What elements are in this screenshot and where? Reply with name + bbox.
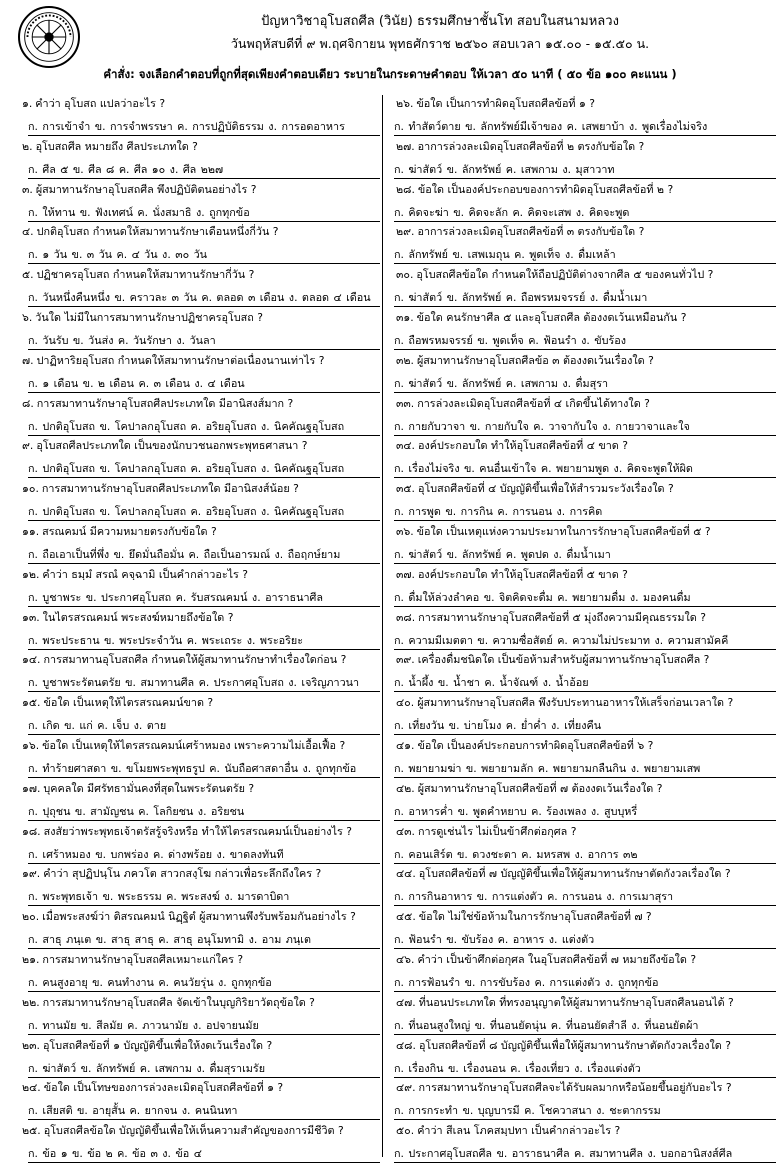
question-item (8, 139, 380, 182)
question-text: ที่นอนประเภทใด ที่ทรงอนุญาตให้ผู้สมาทานรักษาอุโบสถศีลนอนได้ ? (418, 995, 734, 1009)
answer-choices: ก. ฆ่าสัตว์ ข. ลักทรัพย์ ค. เสพกาม ง. ดื่มสุราเมรัย (28, 1055, 380, 1078)
question-text: สรณคมน์ มีความหมายตรงกับข้อใด ? (42, 524, 217, 538)
question-text: ผู้สมาทานรักษาอุโบสถศีลข้อที่ ๗ ต้องงดเว้นเรื่องใด ? (417, 781, 663, 795)
question-number: ๒๕. (22, 1124, 41, 1138)
question-text: อุโบสถศีลประเภทใด เป็นของนักบวชนอกพระพุทธศาสนา ? (36, 439, 308, 453)
question-text: ข้อใด เป็นการทำผิดอุโบสถศีลข้อที่ ๑ ? (416, 97, 595, 110)
question-number: ๕๐. (396, 1124, 415, 1138)
answer-choices: ก. ฆ่าสัตว์ ข. ลักทรัพย์ ค. ถือพรหมจรรย์ ง. ดื่มน้ำเมา (394, 284, 776, 307)
answer-choices: ก. พยายามฆ่า ข. พยายามลัก ค. พยายามกลืนกิน ง. พยายามเสพ (394, 755, 776, 778)
question-text: อาการล่วงละเมิดอุโบสถศีลข้อที่ ๓ ตรงกับข้อใด ? (417, 225, 645, 239)
question-number: ๓๖. (396, 524, 414, 538)
answer-choices: ก. ความมีเมตตา ข. ความซื่อสัตย์ ค. ความไม่ประมาท ง. ความสามัคคี (394, 627, 776, 650)
question-item (392, 1038, 776, 1081)
question-text: การสมาทานรักษาอุโบสถศีลประเภทใด มีอานิสงส์มาก ? (36, 396, 294, 410)
question-item (392, 1123, 776, 1166)
question-item (392, 267, 776, 310)
question-number: ๓. (22, 182, 33, 196)
question-item (8, 995, 380, 1038)
question-item (8, 1123, 380, 1166)
question-number: ๑๗. (22, 781, 41, 795)
question-number: ๒๓. (22, 1038, 40, 1052)
question-text: อาการล่วงละเมิดอุโบสถศีลข้อที่ ๒ ตรงกับข้อใด ? (417, 139, 645, 153)
answer-choices: ก. เที่ยงวัน ข. บ่ายโมง ค. ย่ำค่ำ ง. เที่ยงคืน (394, 712, 776, 735)
question-item (392, 481, 776, 524)
column-divider (382, 95, 383, 1157)
question-column-left (8, 96, 380, 1166)
answer-choices: ก. ปกติอุโบสถ ข. โคปาลกอุโบสถ ค. อริยอุโบสถ ง. นิคคัณฐอุโบสถ (28, 455, 380, 478)
answer-choices: ก. เรื่องไม่จริง ข. คนอื่นเข้าใจ ค. พยายามพูด ง. คิดจะพูดให้ผิด (394, 455, 776, 478)
answer-choices: ก. เศร้าหมอง ข. บกพร่อง ค. ด่างพร้อย ง. ขาดลงทันที (28, 841, 380, 864)
question-text: ผู้สมาทานรักษาอุโบสถศีล พึงปฏิบัติตนอย่างไร ? (35, 182, 257, 196)
question-item (8, 781, 380, 824)
question-number: ๓๓. (396, 396, 415, 410)
question-item (8, 909, 380, 952)
question-item (8, 524, 380, 567)
question-text: การล่วงละเมิดอุโบสถศีลข้อที่ ๔ เกิดขึ้นได้ทางใด ? (417, 396, 650, 410)
question-item (392, 567, 776, 610)
answer-choices: ก. ลักทรัพย์ ข. เสพเมถุน ค. พูดเท็จ ง. ดื่มเหล้า (394, 241, 776, 264)
question-item (8, 438, 380, 481)
question-item (392, 824, 776, 867)
question-text: การสมาทานรักษาอุโบสถศีลข้อที่ ๕ มุ่งถึงความมีคุณธรรมใด ? (418, 610, 706, 624)
exam-date-time: วันพฤหัสบดีที่ ๙ พ.ฤศจิกายน พุทธศักราช ๒๕๖๐ สอบเวลา ๑๕.๐๐ - ๑๕.๕๐ น. (230, 36, 650, 51)
question-number: ๓๔. (396, 439, 415, 453)
answer-choices: ก. การกระทำ ข. บุญบารมี ค. โชควาสนา ง. ชะตากรรม (394, 1097, 776, 1120)
question-item (8, 952, 380, 995)
question-text: เครื่องดื่มชนิดใด เป็นข้อห้ามสำหรับผู้สมาทานรักษาอุโบสถศีล ? (417, 653, 710, 667)
question-number: ๑๔. (22, 653, 41, 667)
question-text: ข้อใด เป็นโทษของการล่วงละเมิดอุโบสถศีลข้อที่ ๑ ? (43, 1081, 284, 1095)
question-text: บุคคลใด มีศรัทธามั่นคงที่สุดในพระรัตนตรัย ? (43, 781, 255, 795)
question-text: การสมาทานรักษาอุโบสถศีลประเภทใด มีอานิสงส์น้อย ? (41, 482, 299, 496)
question-number: ๔. (22, 225, 34, 239)
question-text: ข้อใด เป็นองค์ประกอบของการทำผิดอุโบสถศีลข้อที่ ๒ ? (417, 182, 674, 196)
question-item (8, 96, 380, 139)
question-item (8, 695, 380, 738)
question-text: อุโบสถศีลข้อที่ ๗ บัญญัติขึ้นเพื่อให้ผู้สมาทานรักษาตัดกังวลเรื่องใด ? (418, 867, 731, 881)
question-item (392, 224, 776, 267)
question-item (392, 182, 776, 225)
answer-choices: ก. การกินอาหาร ข. การแต่งตัว ค. การนอน ง. การเมาสุรา (394, 883, 776, 906)
question-item (392, 96, 776, 139)
question-text: ข้อใด ไม่ใช่ข้อห้ามในการรักษาอุโบสถศีลข้อที่ ๗ ? (418, 910, 652, 924)
answer-choices: ก. ฆ่าสัตว์ ข. ลักทรัพย์ ค. พูดปด ง. ดื่มน้ำเมา (394, 541, 776, 564)
answer-choices: ก. ที่นอนสูงใหญ่ ข. ที่นอนยัดนุ่น ค. ที่นอนยัดสำลี ง. ที่นอนยัดผ้า (394, 1012, 776, 1035)
exam-instruction: คำสั่ง: จงเลือกคำตอบที่ถูกที่สุดเพียงคำตอบเดียว ระบายในกระดาษคำตอบ ให้เวลา ๕๐ นาที ( ๕๐ ข้อ ๑๐๐ คะแนน ) (103, 67, 677, 81)
question-text: วันใด ไม่มีในการสมาทานรักษาปฏิชาครอุโบสถ ? (35, 310, 263, 324)
answer-choices: ก. ๑ วัน ข. ๓ วัน ค. ๔ วัน ง. ๓๐ วัน (28, 241, 380, 264)
question-number: ๘. (22, 396, 34, 410)
question-text: อุโบสถศีลข้อที่ ๔ บัญญัติขึ้นเพื่อให้สำรวมระวังเรื่องใด ? (417, 482, 674, 496)
question-text: การสมาทานรักษาอุโบสถศีลจะได้รับผลมากหรือน้อยขึ้นอยู่กับอะไร ? (418, 1081, 732, 1095)
question-number: ๔๗. (396, 995, 416, 1009)
question-number: ๔๔. (396, 867, 416, 881)
answer-choices: ก. ทำสัตว์ตาย ข. ลักทรัพย์มีเจ้าของ ค. เสพยาบ้า ง. พูดเรื่องไม่จริง (394, 113, 776, 136)
question-number: ๔๒. (396, 781, 415, 795)
answer-choices: ก. ประกาศอุโบสถศีล ข. อาราธนาศีล ค. สมาทานศีล ง. บอกอานิสงส์ศีล (394, 1140, 776, 1163)
question-number: ๒๘. (396, 182, 415, 196)
answer-choices: ก. การพูด ข. การกิน ค. การนอน ง. การคิด (394, 498, 776, 521)
question-text: องค์ประกอบใด ทำให้อุโบสถศีลข้อที่ ๔ ขาด ? (417, 439, 628, 453)
question-text: อุโบสถศีลข้อที่ ๑ บัญญัติขึ้นเพื่อให้งดเว้นเรื่องใด ? (42, 1038, 273, 1052)
answer-choices: ก. ถือเอาเป็นที่พึ่ง ข. ยึดมั่นถือมั่น ค. ถือเป็นอารมณ์ ง. ถือฤกษ์ยาม (28, 541, 380, 564)
question-text: ในไตรสรณคมน์ พระสงฆ์หมายถึงข้อใด ? (42, 610, 234, 624)
question-item (392, 909, 776, 952)
question-number: ๒๖. (396, 97, 414, 110)
answer-choices: ก. การเข้าจำ ข. การจำพรรษา ค. การปฏิบัติธรรม ง. การอดอาหาร (28, 113, 380, 136)
question-number: ๑๒. (22, 567, 40, 581)
question-text: อุโบสถศีล หมายถึง ศีลประเภทใด ? (35, 139, 198, 153)
question-item (392, 1080, 776, 1123)
question-number: ๓๗. (396, 567, 415, 581)
question-item (8, 353, 380, 396)
question-number: ๒๐. (22, 910, 40, 924)
answer-choices: ก. เสียสติ ข. อายุสั้น ค. ยากจน ง. คนนินทา (28, 1097, 380, 1120)
question-item (8, 866, 380, 909)
answer-choices: ก. ทานมัย ข. สีลมัย ค. ภาวนามัย ง. อปจายนมัย (28, 1012, 380, 1035)
sanam-luang-seal-logo (18, 6, 80, 68)
question-text: คำว่า สีเลน โภคสมฺปทา เป็นคำกล่าวอะไร ? (417, 1124, 621, 1138)
question-number: ๒๗. (396, 139, 415, 153)
question-text: อุโบสถศีลข้อที่ ๘ บัญญัติขึ้นเพื่อให้ผู้สมาทานรักษาตัดกังวลเรื่องใด ? (418, 1038, 731, 1052)
question-item (392, 738, 776, 781)
answer-choices: ก. เรื่องกิน ข. เรื่องนอน ค. เรื่องเที่ยว ง. เรื่องแต่งตัว (394, 1055, 776, 1078)
answer-choices: ก. ดื่มให้ล่วงลำคอ ข. จิตคิดจะดื่ม ค. พยายามดื่ม ง. มองคนดื่ม (394, 584, 776, 607)
answer-choices: ก. ข้อ ๑ ข. ข้อ ๒ ค. ข้อ ๓ ง. ข้อ ๔ (28, 1140, 380, 1163)
question-text: อุโบสถศีลข้อใด กำหนดให้ถือปฏิบัติต่างจากศีล ๕ ของคนทั่วไป ? (416, 268, 714, 282)
question-item (392, 952, 776, 995)
question-text: การสมาทานรักษาอุโบสถศีล จัดเข้าในบุญกิริยาวัตถุข้อใด ? (42, 995, 315, 1009)
question-item (392, 139, 776, 182)
answer-choices: ก. ทำร้ายศาสดา ข. ขโมยพระพุทธรูป ค. นับถือศาสดาอื่น ง. ถูกทุกข้อ (28, 755, 380, 778)
answer-choices: ก. ฆ่าสัตว์ ข. ลักทรัพย์ ค. เสพกาม ง. ดื่มสุรา (394, 370, 776, 393)
question-number: ๓๐. (396, 268, 414, 282)
question-text: องค์ประกอบใด ทำให้อุโบสถศีลข้อที่ ๕ ขาด ? (417, 567, 628, 581)
exam-header (0, 0, 780, 92)
question-text: เมื่อพระสงฆ์ว่า ติสรณคมนํ นิฏฺฐิตํ ผู้สมาทานพึงรับพร้อมกันอย่างไร ? (42, 910, 356, 924)
question-number: ๓๘. (396, 610, 416, 624)
question-number: ๖. (22, 310, 33, 324)
question-number: ๑๐. (22, 482, 39, 496)
question-item (8, 652, 380, 695)
question-number: ๒๙. (396, 225, 415, 239)
question-number: ๑๕. (22, 696, 41, 710)
question-item (8, 738, 380, 781)
question-text: การสมาทานอุโบสถศีล กำหนดให้ผู้สมาทานรักษาทำเรื่องใดก่อน ? (43, 653, 347, 667)
question-text: ผู้สมาทานรักษาอุโบสถศีล พึงรับประทานอาหารให้เสร็จก่อนเวลาใด ? (417, 696, 734, 710)
answer-choices: ก. ปุถุชน ข. สามัญชน ค. โลกิยชน ง. อริยชน (28, 798, 380, 821)
question-text: คำว่า อุโบสถ แปลว่าอะไร ? (35, 97, 166, 110)
answer-choices: ก. คนสูงอายุ ข. คนทำงาน ค. คนวัยรุ่น ง. ถูกทุกข้อ (28, 969, 380, 992)
question-item (392, 652, 776, 695)
question-number: ๑๓. (22, 610, 40, 624)
question-number: ๗. (22, 353, 34, 367)
question-number: ๔๘. (396, 1038, 416, 1052)
question-item (8, 182, 380, 225)
answer-choices: ก. พระพุทธเจ้า ข. พระธรรม ค. พระสงฆ์ ง. มารดาบิดา (28, 883, 380, 906)
question-item (392, 781, 776, 824)
answer-choices: ก. ฟ้อนรำ ข. ขับร้อง ค. อาหาร ง. แต่งตัว (394, 926, 776, 949)
question-item (392, 610, 776, 653)
question-number: ๒๑. (22, 952, 40, 966)
question-number: ๔๓. (396, 824, 415, 838)
question-item (392, 524, 776, 567)
answer-choices: ก. ปกติอุโบสถ ข. โคปาลกอุโบสถ ค. อริยอุโบสถ ง. นิคคัณฐอุโบสถ (28, 413, 380, 436)
answer-choices: ก. คอนเสิร์ต ข. ดวงชะตา ค. มหรสพ ง. อาการ ๓๒ (394, 841, 776, 864)
question-item (392, 396, 776, 439)
question-number: ๑๑. (22, 524, 40, 538)
question-text: ปฏิชาครอุโบสถ กำหนดให้สมาทานรักษากี่วัน ? (36, 268, 255, 282)
question-number: ๓๒. (396, 353, 414, 367)
answer-choices: ก. วันหนึ่งคืนหนึ่ง ข. คราวละ ๓ วัน ค. ตลอด ๓ เดือน ง. ตลอด ๔ เดือน (28, 284, 380, 307)
question-item (392, 310, 776, 353)
question-item (8, 1080, 380, 1123)
question-number: ๔๐. (396, 696, 415, 710)
question-number: ๕. (22, 268, 34, 282)
question-text: คำว่า สุปฏิปนฺโน ภควโต สาวกสงฺโฆ กล่าวเพื่อระลึกถึงใคร ? (43, 867, 322, 881)
question-text: การดูเช่นไร ไม่เป็นข้าศึกต่อกุศล ? (417, 824, 577, 838)
question-item (8, 610, 380, 653)
question-text: ข้อใด เป็นเหตุให้ไตรสรณคมน์ขาด ? (43, 696, 214, 710)
answer-choices: ก. ๑ เดือน ข. ๒ เดือน ค. ๓ เดือน ง. ๔ เดือน (28, 370, 380, 393)
question-number: ๑๙. (22, 867, 41, 881)
question-text: ข้อใด เป็นองค์ประกอบการทำผิดอุโบสถศีลข้อที่ ๖ ? (417, 738, 654, 752)
question-number: ๒๔. (22, 1081, 41, 1095)
question-text: ข้อใด เป็นเหตุแห่งความประมาทในการรักษาอุโบสถศีลข้อที่ ๕ ? (416, 524, 711, 538)
answer-choices: ก. สาธุ ภนฺเต ข. สาธุ สาธุ ค. สาธุ อนุโมทามิ ง. อาม ภนฺเต (28, 926, 380, 949)
answer-choices: ก. น้ำผึ้ง ข. น้ำชา ค. น้ำจัณฑ์ ง. น้ำอ้อย (394, 669, 776, 692)
question-number: ๔๙. (396, 1081, 416, 1095)
question-number: ๓๑. (396, 310, 414, 324)
answer-choices: ก. วันรับ ข. วันส่ง ค. วันรักษา ง. วันลา (28, 327, 380, 350)
question-item (392, 866, 776, 909)
question-item (8, 267, 380, 310)
question-text: ผู้สมาทานรักษาอุโบสถศีลข้อ ๓ ต้องงดเว้นเรื่องใด ? (416, 353, 654, 367)
question-number: ๑๘. (22, 824, 41, 838)
question-text: ข้อใด คนรักษาศีล ๕ และอุโบสถศีล ต้องงดเว้นเหมือนกัน ? (416, 310, 687, 324)
question-number: ๒. (22, 139, 33, 153)
question-text: การสมาทานรักษาอุโบสถศีลเหมาะแก่ใคร ? (42, 952, 244, 966)
answer-choices: ก. ปกติอุโบสถ ข. โคปาลกอุโบสถ ค. อริยอุโบสถ ง. นิคคัณฐอุโบสถ (28, 498, 380, 521)
question-number: ๓๕. (396, 482, 415, 496)
answer-choices: ก. ศีล ๕ ข. ศีล ๘ ค. ศีล ๑๐ ง. ศีล ๒๒๗ (28, 156, 380, 179)
question-item (392, 438, 776, 481)
question-number: ๔๖. (396, 952, 415, 966)
question-item (8, 396, 380, 439)
question-item (8, 1038, 380, 1081)
question-item (392, 695, 776, 738)
question-number: ๒๒. (22, 995, 40, 1009)
question-column-right (392, 96, 776, 1166)
question-number: ๔๕. (396, 910, 416, 924)
question-text: ข้อใด เป็นเหตุให้ไตรสรณคมน์เศร้าหมอง เพราะความไม่เอื้อเฟื้อ ? (42, 738, 346, 752)
answer-choices: ก. ถือพรหมจรรย์ ข. พูดเท็จ ค. ฟ้อนรำ ง. ขับร้อง (394, 327, 776, 350)
question-number: ๑. (22, 97, 33, 110)
question-text: คำว่า ธมฺมํ สรณํ คจฺฉามิ เป็นคำกล่าวอะไร ? (42, 567, 249, 581)
question-item (392, 353, 776, 396)
question-item (8, 481, 380, 524)
question-text: ปกติอุโบสถ กำหนดให้สมาทานรักษาเดือนหนึ่งกี่วัน ? (36, 225, 279, 239)
answer-choices: ก. อาหารค่ำ ข. พูดคำหยาบ ค. ร้องเพลง ง. สูบบุหรี่ (394, 798, 776, 821)
question-item (8, 310, 380, 353)
question-text: อุโบสถศีลข้อใด บัญญัติขึ้นเพื่อให้เห็นความสำคัญของการมีชีวิต ? (43, 1124, 344, 1138)
question-item (8, 567, 380, 610)
answer-choices: ก. กายกับวาจา ข. กายกับใจ ค. วาจากับใจ ง. กายวาจาและใจ (394, 413, 776, 436)
answer-choices: ก. บูชาพระ ข. ประกาศอุโบสถ ค. รับสรณคมน์ ง. อาราธนาศีล (28, 584, 380, 607)
question-number: ๙. (22, 439, 34, 453)
question-text: ปาฏิหาริยอุโบสถ กำหนดให้สมาทานรักษาต่อเนื่องนานเท่าไร ? (36, 353, 325, 367)
answer-choices: ก. การฟ้อนรำ ข. การขับร้อง ค. การแต่งตัว ง. ถูกทุกข้อ (394, 969, 776, 992)
answer-choices: ก. คิดจะฆ่า ข. คิดจะลัก ค. คิดจะเสพ ง. คิดจะพูด (394, 199, 776, 222)
question-item (8, 824, 380, 867)
question-number: ๔๑. (396, 738, 415, 752)
answer-choices: ก. บูชาพระรัตนตรัย ข. สมาทานศีล ค. ประกาศอุโบสถ ง. เจริญภาวนา (28, 669, 380, 692)
question-number: ๓๙. (396, 653, 415, 667)
answer-choices: ก. เกิด ข. แก่ ค. เจ็บ ง. ตาย (28, 712, 380, 735)
question-item (8, 224, 380, 267)
answer-choices: ก. ให้ทาน ข. ฟังเทศน์ ค. นั่งสมาธิ ง. ถูกทุกข้อ (28, 199, 380, 222)
answer-choices: ก. พระประธาน ข. พระประจำวัน ค. พระเถระ ง. พระอริยะ (28, 627, 380, 650)
question-text: สงสัยว่าพระพุทธเจ้าตรัสรู้จริงหรือ ทำให้ไตรสรณคมน์เป็นอย่างไร ? (43, 824, 352, 838)
question-number: ๑๖. (22, 738, 40, 752)
answer-choices: ก. ฆ่าสัตว์ ข. ลักทรัพย์ ค. เสพกาม ง. มุสาวาท (394, 156, 776, 179)
exam-title: ปัญหาวิชาอุโบสถศีล (วินัย) ธรรมศึกษาชั้นโท สอบในสนามหลวง (261, 14, 619, 29)
question-item (392, 995, 776, 1038)
question-text: คำว่า เป็นข้าศึกต่อกุศล ในอุโบสถศีลข้อที่ ๗ หมายถึงข้อใด ? (417, 952, 697, 966)
